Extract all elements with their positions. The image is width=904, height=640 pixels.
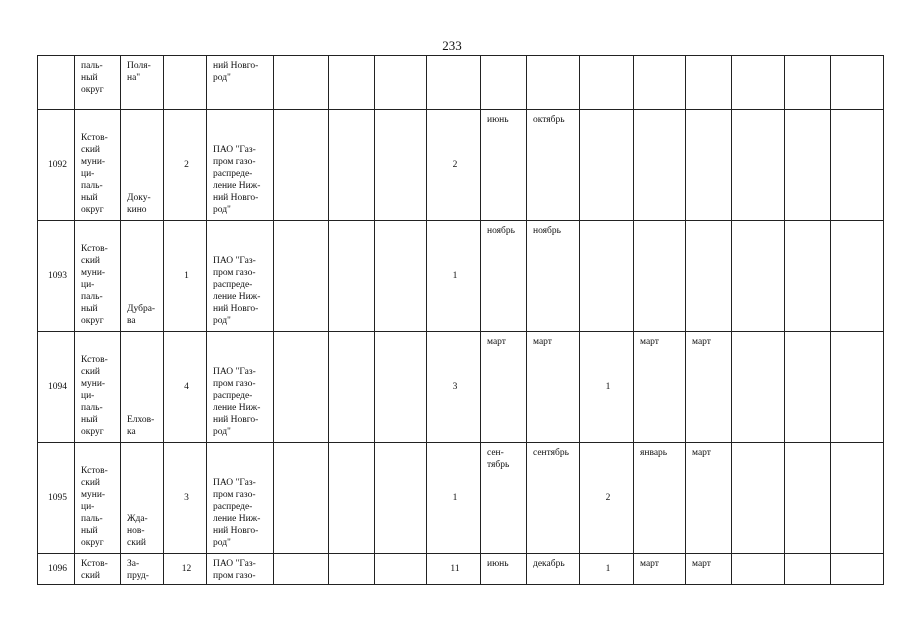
- empty-cell: [329, 56, 375, 110]
- empty-cell-text: [831, 81, 883, 85]
- month-cell-text: [634, 56, 685, 62]
- month-cell: [634, 56, 686, 110]
- month-cell-text: [527, 56, 579, 62]
- count-cell: [427, 443, 481, 554]
- month-cell-text: [686, 56, 731, 62]
- month-cell-text: [634, 110, 685, 116]
- object-count-cell: [164, 332, 207, 443]
- municipality-cell-text: Кстов- ский муни- ци- паль- ный округ: [81, 133, 108, 215]
- empty-cell-text: [375, 496, 426, 500]
- count-cell: [427, 332, 481, 443]
- empty-cell: [785, 443, 831, 554]
- row-number: [38, 554, 75, 585]
- operator-cell-text: ПАО "Газ- пром газо- распреде- ление Ниж- ний Новго- род": [213, 367, 261, 437]
- count-cell-text: [580, 163, 633, 167]
- empty-cell: [732, 554, 785, 585]
- empty-cell: [785, 110, 831, 221]
- count-cell-text: 3: [452, 382, 458, 392]
- count-cell-text: 11: [450, 564, 460, 574]
- month-cell: [686, 332, 732, 443]
- row-number-text: 1093: [48, 271, 67, 281]
- table-row: [38, 554, 884, 585]
- count-cell: [580, 554, 634, 585]
- empty-cell: [785, 56, 831, 110]
- row-number: [38, 56, 75, 110]
- gasification-schedule-table: [37, 55, 884, 585]
- month-cell: [527, 221, 580, 332]
- month-cell-text: ноябрь: [487, 226, 515, 236]
- count-cell: [427, 221, 481, 332]
- month-cell-text: ноябрь: [533, 226, 561, 236]
- page-number: 233: [442, 38, 462, 53]
- municipality-cell: [75, 110, 121, 221]
- month-cell: [527, 443, 580, 554]
- empty-cell: [375, 110, 427, 221]
- operator-cell-text: ний Новго- род": [213, 61, 259, 83]
- count-cell: [427, 56, 481, 110]
- month-cell-text: июнь: [487, 115, 509, 125]
- row-number: [38, 443, 75, 554]
- empty-cell: [732, 221, 785, 332]
- empty-cell-text: [831, 567, 883, 571]
- month-cell-text: март: [692, 559, 711, 569]
- settlement-cell-text: Дубра- ва: [127, 304, 156, 326]
- empty-cell: [732, 332, 785, 443]
- empty-cell: [831, 110, 884, 221]
- settlement-cell: [121, 332, 164, 443]
- month-cell-text: [686, 221, 731, 227]
- operator-cell: [207, 443, 274, 554]
- municipality-cell-text: Кстов- ский муни- ци- паль- ный округ: [81, 355, 108, 437]
- month-cell-text: март: [692, 448, 711, 458]
- empty-cell-text: [375, 163, 426, 167]
- empty-cell: [329, 332, 375, 443]
- empty-cell-text: [785, 274, 830, 278]
- month-cell: [686, 221, 732, 332]
- month-cell: [481, 332, 527, 443]
- month-cell: [634, 110, 686, 221]
- month-cell: [527, 56, 580, 110]
- row-number-text: [38, 81, 74, 85]
- table-row: [38, 443, 884, 554]
- empty-cell-text: [329, 496, 374, 500]
- row-number-text: 1095: [48, 493, 67, 503]
- settlement-cell-text: За- пруд-: [127, 559, 149, 581]
- month-cell-text: июнь: [487, 559, 509, 569]
- empty-cell-text: [329, 567, 374, 571]
- empty-cell: [785, 554, 831, 585]
- municipality-cell-text: Кстов- ский муни- ци- паль- ный округ: [81, 244, 108, 326]
- empty-cell: [375, 56, 427, 110]
- empty-cell-text: [329, 385, 374, 389]
- empty-cell: [274, 554, 329, 585]
- count-cell: [427, 110, 481, 221]
- month-cell-text: январь: [640, 448, 668, 458]
- count-cell-text: [580, 274, 633, 278]
- month-cell-text: [634, 221, 685, 227]
- empty-cell: [274, 110, 329, 221]
- object-count-cell: [164, 56, 207, 110]
- empty-cell-text: [329, 81, 374, 85]
- table-row: [38, 56, 884, 110]
- count-cell-text: 2: [452, 160, 458, 170]
- row-number-text: 1092: [48, 160, 67, 170]
- empty-cell-text: [831, 385, 883, 389]
- month-cell: [481, 56, 527, 110]
- empty-cell-text: [274, 163, 328, 167]
- empty-cell-text: [732, 274, 784, 278]
- month-cell: [634, 554, 686, 585]
- month-cell: [481, 554, 527, 585]
- empty-cell: [785, 332, 831, 443]
- month-cell: [481, 110, 527, 221]
- empty-cell-text: [785, 163, 830, 167]
- municipality-cell: [75, 554, 121, 585]
- empty-cell: [375, 443, 427, 554]
- empty-cell-text: [732, 385, 784, 389]
- month-cell: [634, 332, 686, 443]
- month-cell: [634, 443, 686, 554]
- empty-cell-text: [732, 567, 784, 571]
- empty-cell: [732, 443, 785, 554]
- empty-cell-text: [274, 81, 328, 85]
- count-cell-text: 1: [452, 493, 458, 503]
- month-cell-text: [686, 110, 731, 116]
- count-cell-text: 2: [605, 493, 611, 503]
- empty-cell: [329, 554, 375, 585]
- empty-cell-text: [329, 274, 374, 278]
- count-cell-text: [580, 81, 633, 85]
- month-cell: [686, 56, 732, 110]
- empty-cell: [375, 554, 427, 585]
- settlement-cell: [121, 110, 164, 221]
- empty-cell-text: [732, 163, 784, 167]
- operator-cell-text: ПАО "Газ- пром газо- распреде- ление Ниж- ний Новго- род": [213, 478, 261, 548]
- month-cell: [481, 443, 527, 554]
- municipality-cell: [75, 221, 121, 332]
- row-number-text: 1096: [48, 564, 67, 574]
- empty-cell: [831, 443, 884, 554]
- settlement-cell: [121, 56, 164, 110]
- object-count-cell-text: [164, 81, 206, 85]
- table-row: [38, 332, 884, 443]
- empty-cell-text: [732, 81, 784, 85]
- month-cell-text: март: [692, 337, 711, 347]
- empty-cell: [274, 332, 329, 443]
- month-cell: [527, 332, 580, 443]
- count-cell-text: 1: [605, 382, 611, 392]
- month-cell: [634, 221, 686, 332]
- empty-cell: [329, 443, 375, 554]
- settlement-cell: [121, 554, 164, 585]
- month-cell-text: сентябрь: [533, 448, 569, 458]
- month-cell-text: март: [487, 337, 506, 347]
- object-count-cell-text: 12: [181, 564, 192, 574]
- empty-cell-text: [329, 163, 374, 167]
- empty-cell: [274, 56, 329, 110]
- count-cell: [580, 221, 634, 332]
- operator-cell: [207, 332, 274, 443]
- operator-cell: [207, 110, 274, 221]
- empty-cell-text: [831, 496, 883, 500]
- object-count-cell: [164, 443, 207, 554]
- count-cell-text: 1: [605, 564, 611, 574]
- count-cell-text: [427, 81, 480, 85]
- object-count-cell: [164, 110, 207, 221]
- count-cell: [427, 554, 481, 585]
- settlement-cell: [121, 221, 164, 332]
- empty-cell: [274, 443, 329, 554]
- operator-cell-text: ПАО "Газ- пром газо- распреде- ление Ниж- ний Новго- род": [213, 256, 261, 326]
- empty-cell-text: [785, 496, 830, 500]
- municipality-cell-text: паль- ный округ: [81, 61, 104, 95]
- empty-cell-text: [274, 274, 328, 278]
- empty-cell-text: [375, 385, 426, 389]
- empty-cell: [831, 221, 884, 332]
- empty-cell-text: [785, 567, 830, 571]
- municipality-cell: [75, 332, 121, 443]
- month-cell: [686, 554, 732, 585]
- empty-cell-text: [831, 163, 883, 167]
- empty-cell-text: [375, 274, 426, 278]
- empty-cell: [375, 332, 427, 443]
- settlement-cell-text: Поля- на": [127, 61, 151, 83]
- empty-cell-text: [274, 496, 328, 500]
- month-cell-text: сен- тябрь: [487, 448, 510, 470]
- empty-cell: [329, 110, 375, 221]
- empty-cell-text: [785, 385, 830, 389]
- object-count-cell: [164, 554, 207, 585]
- operator-cell: [207, 554, 274, 585]
- operator-cell: [207, 56, 274, 110]
- settlement-cell: [121, 443, 164, 554]
- operator-cell-text: ПАО "Газ- пром газо- распреде- ление Ниж- ний Новго- род": [213, 145, 261, 215]
- empty-cell-text: [274, 567, 328, 571]
- count-cell: [580, 443, 634, 554]
- month-cell-text: [481, 56, 526, 62]
- month-cell-text: март: [533, 337, 552, 347]
- operator-cell-text: ПАО "Газ- пром газо-: [213, 559, 256, 581]
- count-cell: [580, 110, 634, 221]
- object-count-cell-text: 3: [184, 493, 189, 503]
- empty-cell-text: [375, 567, 426, 571]
- row-number-text: 1094: [48, 382, 67, 392]
- month-cell: [527, 554, 580, 585]
- empty-cell: [831, 554, 884, 585]
- empty-cell-text: [375, 81, 426, 85]
- empty-cell: [785, 221, 831, 332]
- operator-cell: [207, 221, 274, 332]
- count-cell: [580, 56, 634, 110]
- table-row: [38, 110, 884, 221]
- empty-cell: [375, 221, 427, 332]
- count-cell-text: 1: [452, 271, 458, 281]
- municipality-cell: [75, 56, 121, 110]
- municipality-cell: [75, 443, 121, 554]
- object-count-cell-text: 2: [184, 160, 189, 170]
- month-cell-text: октябрь: [533, 115, 565, 125]
- empty-cell-text: [274, 385, 328, 389]
- count-cell: [580, 332, 634, 443]
- table-row: [38, 221, 884, 332]
- row-number: [38, 221, 75, 332]
- month-cell-text: март: [640, 559, 659, 569]
- row-number: [38, 332, 75, 443]
- month-cell: [481, 221, 527, 332]
- settlement-cell-text: Доку- кино: [127, 193, 151, 215]
- row-number: [38, 110, 75, 221]
- month-cell: [686, 110, 732, 221]
- month-cell-text: март: [640, 337, 659, 347]
- settlement-cell-text: Елхов- ка: [127, 415, 155, 437]
- month-cell: [686, 443, 732, 554]
- empty-cell: [831, 332, 884, 443]
- object-count-cell-text: 4: [184, 382, 189, 392]
- empty-cell: [274, 221, 329, 332]
- empty-cell: [732, 110, 785, 221]
- month-cell-text: декабрь: [533, 559, 565, 569]
- settlement-cell-text: Жда- нов- ский: [127, 514, 148, 548]
- month-cell: [527, 110, 580, 221]
- empty-cell-text: [732, 496, 784, 500]
- object-count-cell: [164, 221, 207, 332]
- empty-cell: [732, 56, 785, 110]
- municipality-cell-text: Кстов- ский: [81, 559, 108, 581]
- empty-cell: [329, 221, 375, 332]
- empty-cell-text: [785, 81, 830, 85]
- empty-cell: [831, 56, 884, 110]
- object-count-cell-text: 1: [184, 271, 189, 281]
- municipality-cell-text: Кстов- ский муни- ци- паль- ный округ: [81, 466, 108, 548]
- empty-cell-text: [831, 274, 883, 278]
